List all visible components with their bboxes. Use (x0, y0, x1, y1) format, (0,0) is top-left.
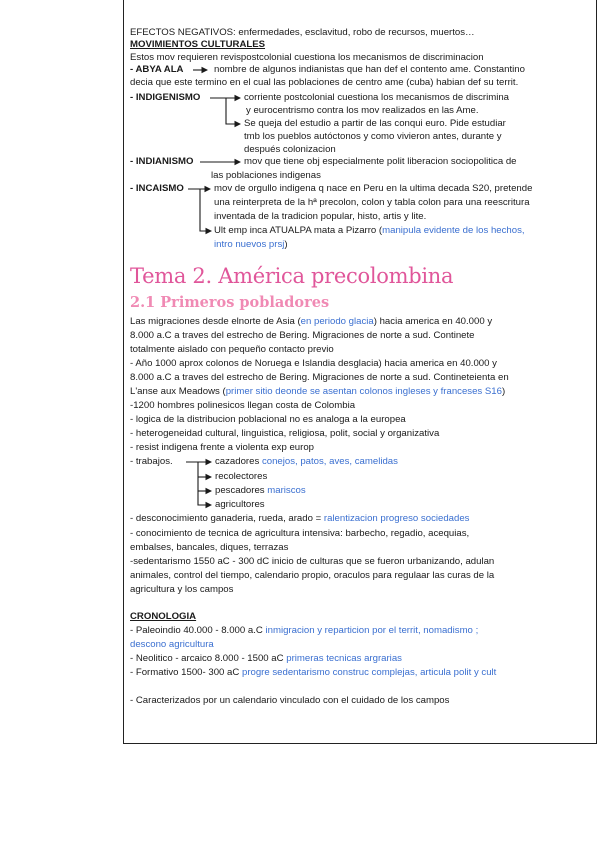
incaismo-2: una reinterpreta de la hª precolon, colon y tabla colon para una reescritura (214, 197, 530, 208)
incaismo-1: mov de orgullo indigena q nace en Peru en la ultima decada S20, pretende (214, 183, 533, 194)
trabajos-label: - trabajos. (130, 456, 173, 467)
trabajos-2: recolectores (215, 471, 268, 482)
body-line-1: Las migraciones desde elnorte de Asia (en periodo glacia) hacia america en 40.000 y (130, 316, 493, 327)
trabajos-1: cazadores conejos, patos, aves, camelidas (215, 456, 398, 467)
efectos-line: EFECTOS NEGATIVOS: enfermedades, esclavitud, robo de recursos, muertos… (130, 27, 475, 38)
body-line-2: 8.000 a.C a traves del estrecho de Bering. Migraciones de norte a sud. Continete (130, 330, 475, 341)
abya-text-2: decia que este termino en el cual las poblaciones de centro ame (cuba) habian def su territ. (130, 77, 519, 88)
indigenismo-2: y eurocentrismo contra los mov realizados en las Ame. (246, 105, 479, 116)
indigenismo-4: tmb los pueblos autóctonos y como vivieron antes, durante y (244, 131, 502, 142)
estos-line: Estos mov requieren revispostcolonial cuestiona los mecanismos de discriminacion (130, 52, 484, 63)
indianismo-1: mov que tiene obj especialmente polit liberacion sociopolitica de (244, 156, 517, 167)
crono-line-2: descono agricultura (130, 639, 214, 650)
body-line-12: - conocimiento de tecnica de agricultura intensiva: barbecho, regadio, acequias, (130, 528, 470, 539)
indianismo-label: - INDIANISMO (130, 156, 194, 167)
body-line-6: L'anse aux Meadows (primer sitio deonde se asentan colonos ingleses y franceses S16) (130, 386, 506, 397)
trabajos-4: agricultores (215, 499, 265, 510)
indigenismo-label: - INDIGENISMO (130, 92, 201, 103)
crono-line-1: - Paleoindio 40.000 - 8.000 a.C inmigracion y reparticion por el territ, nomadismo ; (130, 625, 479, 636)
incaismo-3: inventada de la tradicion popular, histo, artis y lite. (214, 211, 427, 222)
body-line-10: - resist indigena frente a violenta exp europ (130, 442, 314, 453)
body-line-5: 8.000 a.C a traves del estrecho de Bering. Migraciones de norte a sud. Contineteienta en (130, 372, 509, 383)
indigenismo-5: después colonizacion (244, 144, 336, 155)
body-line-13: embalses, bancales, diques, terrazas (130, 542, 289, 553)
indigenismo-1: corriente postcolonial cuestiona los mecanismos de discrimina (244, 92, 510, 103)
incaismo-label: - INCAISMO (130, 183, 184, 194)
tema-title: Tema 2. América precolombina (130, 264, 454, 288)
body-line-16: agricultura y los campos (130, 584, 234, 595)
body-line-9: - heterogeneidad cultural, linguistica, religiosa, polit, social y organizativa (130, 428, 440, 439)
indianismo-2: las poblaciones indigenas (211, 170, 321, 181)
incaismo-4: Ult emp inca ATUALPA mata a Pizarro (manipula evidente de los hechos, (214, 225, 525, 236)
body-line-7: -1200 hombres polinesicos llegan costa de Colombia (130, 400, 356, 411)
body-line-14: -sedentarismo 1550 aC - 300 dC inicio de culturas que se fueron urbanizando, adulan (130, 556, 495, 567)
body-line-11: - desconocimiento ganaderia, rueda, arado = ralentizacion progreso sociedades (130, 513, 470, 524)
section-title: 2.1 Primeros pobladores (130, 294, 330, 311)
body-line-8: - logica de la distribucion poblacional no es analoga a la europea (130, 414, 406, 425)
crono-line-3: - Neolitico - arcaico 8.000 - 1500 aC primeras tecnicas argrarias (130, 653, 402, 664)
cronologia-heading: CRONOLOGIA (130, 611, 197, 622)
incaismo-5: intro nuevos prsj) (214, 239, 288, 250)
body-line-4: - Año 1000 aprox colonos de Noruega e Islandia desglacia) hacia america en 40.000 y (130, 358, 497, 369)
trabajos-3: pescadores mariscos (215, 485, 306, 496)
body-line-15: animales, control del tiempo, calendario propio, oraculos para regulaar las curas de la (130, 570, 495, 581)
crono-line-5: - Caracterizados por un calendario vinculado con el cuidado de los campos (130, 695, 450, 706)
abya-text: nombre de algunos indianistas que han def el contento ame. Constantino (214, 64, 525, 75)
abya-label: - ABYA ALA (130, 64, 184, 75)
body-line-3: totalmente aislado con pequeño contacto previo (130, 344, 334, 355)
indigenismo-3: Se queja del estudio a partir de las conqui euro. Pide estudiar (244, 118, 506, 129)
crono-line-4: - Formativo 1500- 300 aC progre sedentarismo construc complejas, articula polit y cult (130, 667, 497, 678)
movimientos-heading: MOVIMIENTOS CULTURALES (130, 39, 266, 50)
